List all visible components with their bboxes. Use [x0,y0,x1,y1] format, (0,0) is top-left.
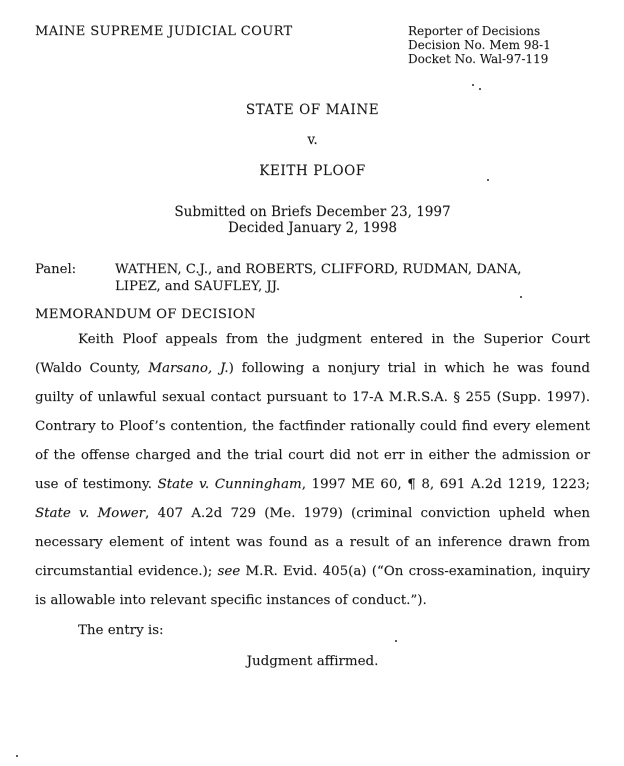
disposition-line: Judgment affirmed. [246,654,379,669]
panel-section [35,262,590,295]
scan-speck [16,755,18,757]
panel-justices: WATHEN, C.J., and ROBERTS, CLIFFORD, RUDMAN, DANA, LIPEZ, and SAUFLEY, JJ. [115,262,522,294]
versus-label: v. [307,132,318,148]
decided-date: Decided January 2, 1998 [227,220,398,236]
scan-speck [472,84,474,86]
decision-paragraph: Keith Ploof appeals from the judgment entered in the Superior Court (Waldo County, Marsano, J.) following a nonjury trial in which he was found guilty of unlawful sexual contact pursuant to 17-A M.R.S.A. § 255 (Supp. 1997). Contrary to Ploof’s contention, the factfinder rationally could find every element of the offense charged and the trial court did not err in either the admission or use of testimony. State v. Cunningham, 1997 ME 60, ¶ 8, 691 A.2d 1219, 1223; State v. Mower, 407 A.2d 729 (Me. 1979) (criminal conviction upheld when necessary element of intent was found as a result of an inference drawn from circumstantial evidence.); see M.R. Evid. 405(a) (“On cross-examination, inquiry is allowable into relevant specific instances of conduct.”). [35,332,591,608]
entry-lead: The entry is: [78,623,164,638]
document-header [35,24,590,66]
scan-speck [487,179,489,181]
scan-speck [520,296,522,298]
scan-speck [395,640,397,642]
decision-number: Decision No. Mem 98-1 [408,38,551,52]
defendant-name: KEITH PLOOF [259,163,366,179]
court-name: MAINE SUPREME JUDICIAL COURT [35,24,293,39]
submitted-date: Submitted on Briefs December 23, 1997 [174,204,451,220]
case-caption [35,102,590,236]
scan-speck [479,88,481,90]
docket-number: Docket No. Wal-97-119 [408,52,549,66]
reporter-block [408,24,590,66]
plaintiff-name: STATE OF MAINE [245,102,380,118]
reporter-line: Reporter of Decisions [408,24,541,38]
section-heading: MEMORANDUM OF DECISION [35,307,256,322]
panel-label: Panel: [35,262,77,277]
